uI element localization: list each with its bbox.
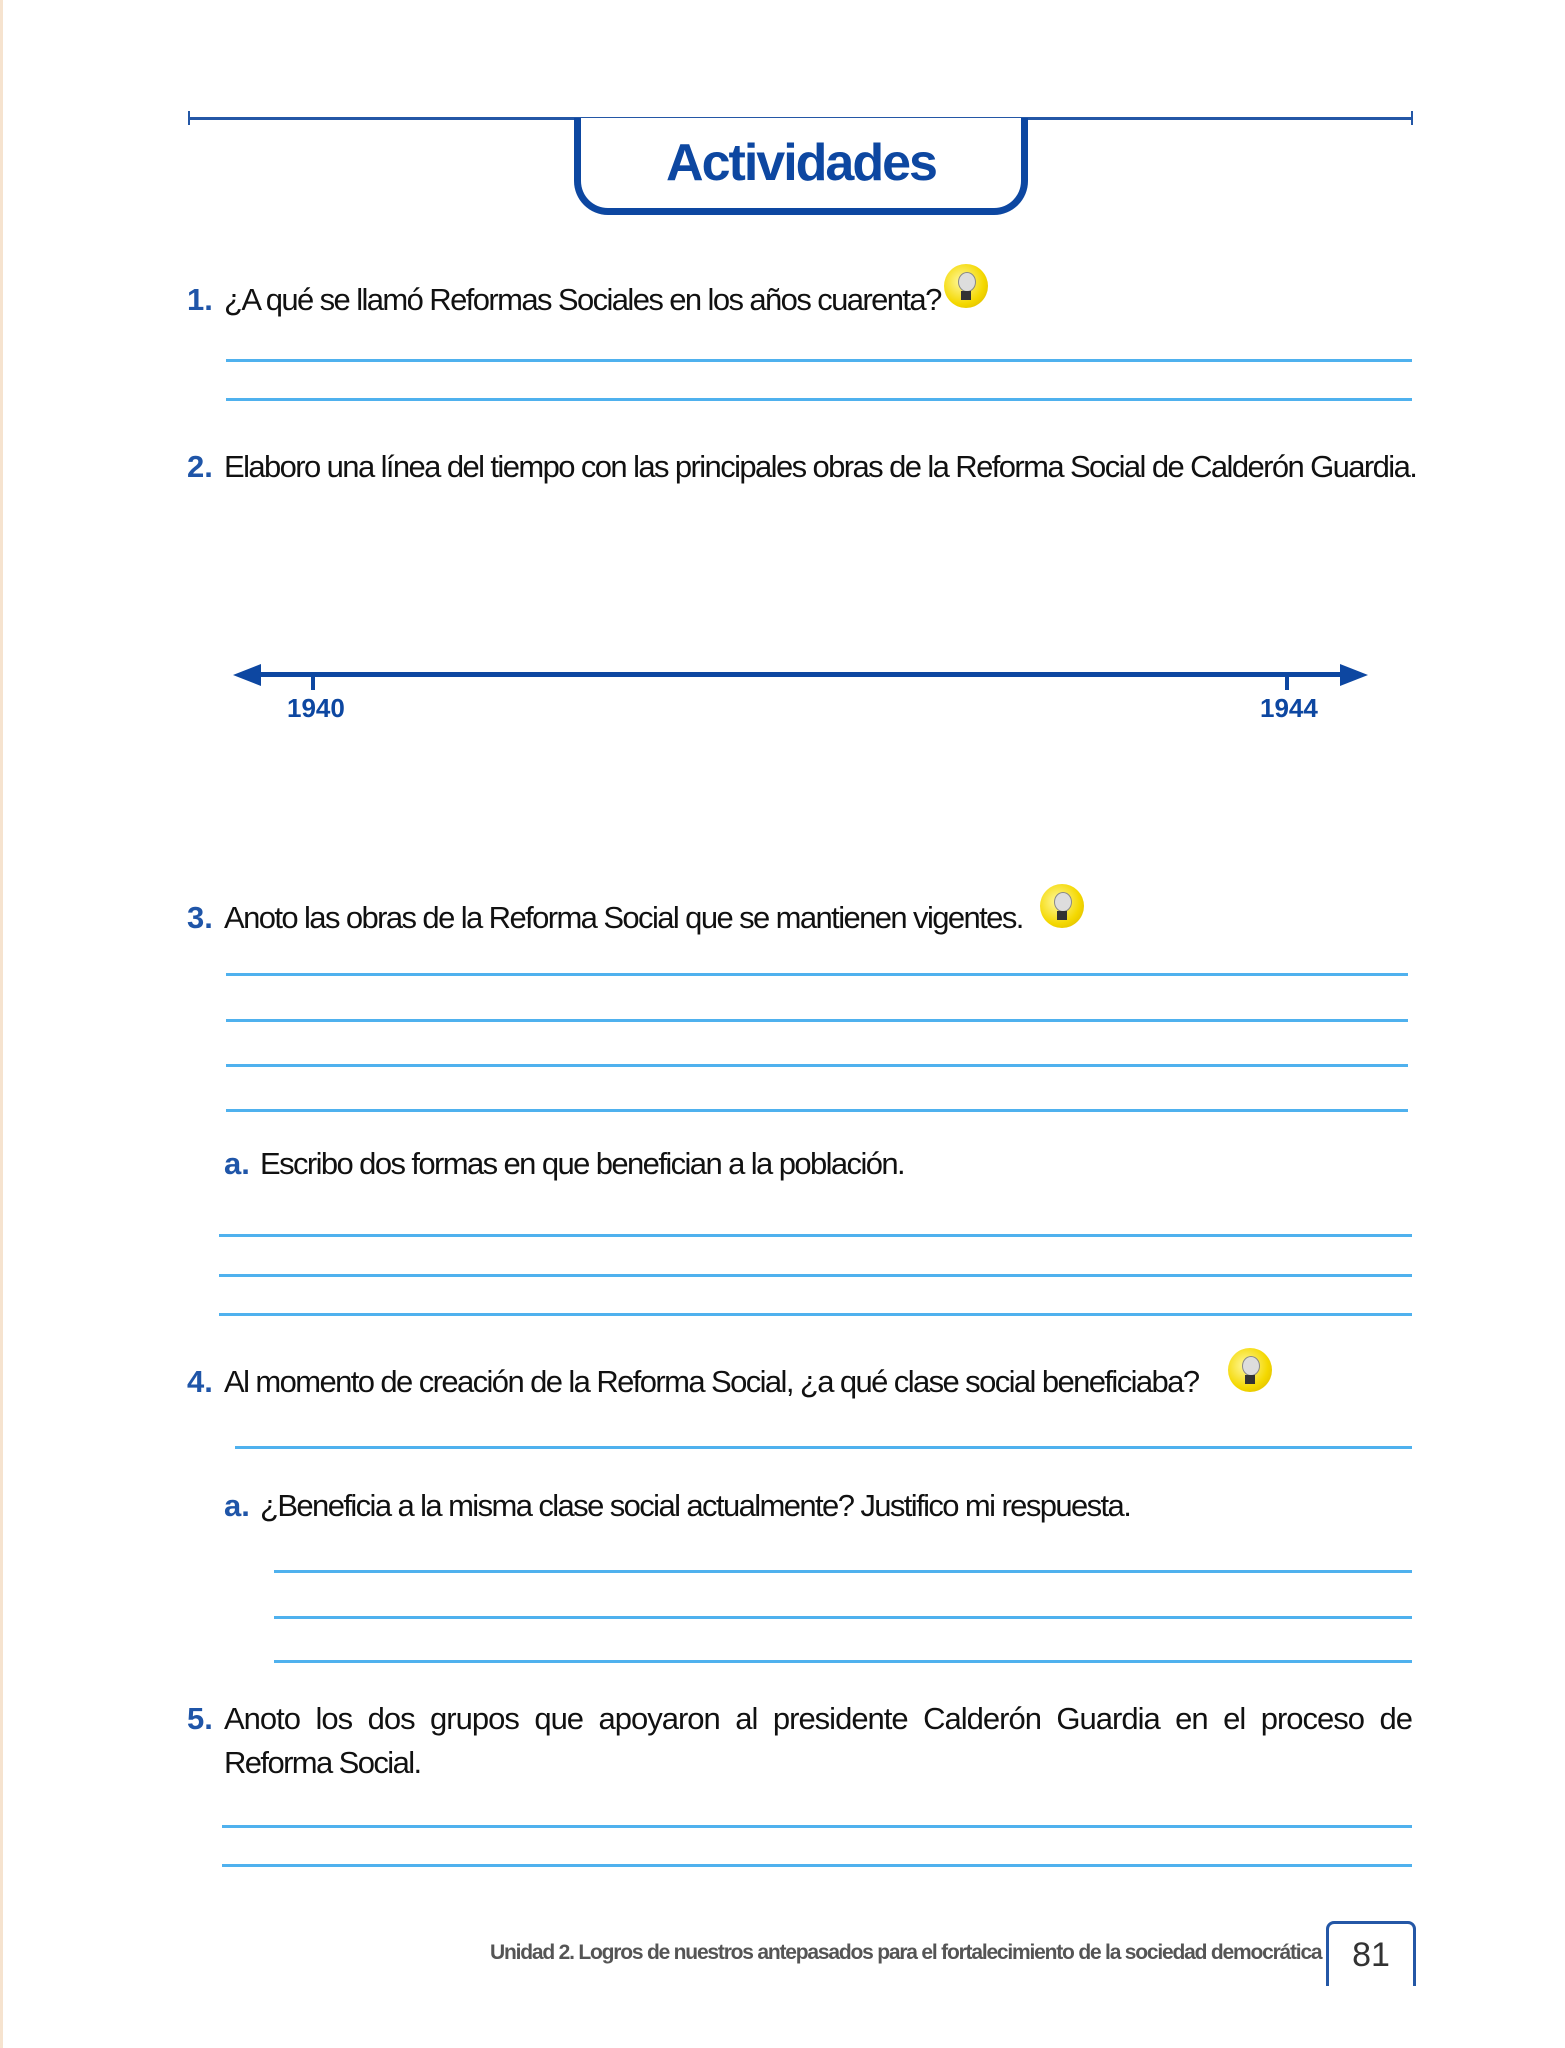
- answer-line[interactable]: [274, 1660, 1412, 1663]
- page-title: Actividades: [666, 134, 936, 192]
- timeline-tick: [311, 676, 315, 690]
- question-number: 2.: [187, 449, 213, 484]
- answer-line[interactable]: [274, 1570, 1412, 1573]
- footer-unit-text: Unidad 2. Logros de nuestros antepasados para el fortalecimiento de la sociedad democrática: [490, 1941, 1322, 1964]
- title-box: [574, 118, 1028, 215]
- answer-line[interactable]: [235, 1446, 1412, 1449]
- subquestion-letter: a.: [224, 1146, 250, 1181]
- lightbulb-icon: [944, 264, 988, 308]
- answer-line[interactable]: [219, 1313, 1412, 1316]
- question-3a-text: Escribo dos formas en que benefician a la población.: [260, 1146, 905, 1181]
- question-2-text: Elaboro una línea del tiempo con las principales obras de la Reforma Social de Calderón Guardia.: [224, 449, 1417, 484]
- question-number: 1.: [187, 282, 213, 317]
- question-number: 3.: [187, 900, 213, 935]
- timeline-tick: [1285, 676, 1289, 690]
- answer-line[interactable]: [219, 1234, 1412, 1237]
- answer-line[interactable]: [222, 1864, 1412, 1867]
- answer-line[interactable]: [219, 1274, 1412, 1277]
- answer-line[interactable]: [226, 359, 1412, 362]
- answer-line[interactable]: [226, 398, 1412, 401]
- subquestion-letter: a.: [224, 1488, 250, 1523]
- question-4-text: Al momento de creación de la Reforma Social, ¿a qué clase social beneficiaba?: [224, 1364, 1199, 1399]
- header-rule-cap: [1411, 111, 1413, 125]
- page-edge: [0, 0, 3, 2048]
- answer-line[interactable]: [274, 1616, 1412, 1619]
- question-number: 4.: [187, 1364, 213, 1399]
- answer-line[interactable]: [222, 1825, 1412, 1828]
- question-1-text: ¿A qué se llamó Reformas Sociales en los años cuarenta?: [224, 282, 941, 317]
- header-rule-cap: [188, 111, 190, 125]
- question-3-text: Anoto las obras de la Reforma Social que se mantienen vigentes.: [224, 900, 1023, 935]
- answer-line[interactable]: [226, 1064, 1408, 1067]
- answer-line[interactable]: [226, 1109, 1408, 1112]
- lightbulb-icon: [1040, 884, 1084, 928]
- question-number: 5.: [187, 1701, 213, 1736]
- arrow-left-icon: [233, 664, 261, 686]
- timeline-end-label: 1944: [1260, 693, 1318, 723]
- question-5-text-line2: Reforma Social.: [224, 1745, 421, 1780]
- timeline-start-label: 1940: [287, 693, 345, 723]
- lightbulb-icon: [1228, 1348, 1272, 1392]
- question-4a-text: ¿Beneficia a la misma clase social actualmente? Justifico mi respuesta.: [260, 1488, 1131, 1523]
- page-number-box: [1326, 1921, 1416, 1986]
- timeline-axis: [250, 672, 1350, 677]
- arrow-right-icon: [1340, 664, 1368, 686]
- answer-line[interactable]: [226, 973, 1408, 976]
- question-5-text-line1: Anoto los dos grupos que apoyaron al presidente Calderón Guardia en el proceso de: [224, 1701, 1412, 1736]
- answer-line[interactable]: [226, 1019, 1408, 1022]
- page-number: 81: [1352, 1935, 1390, 1974]
